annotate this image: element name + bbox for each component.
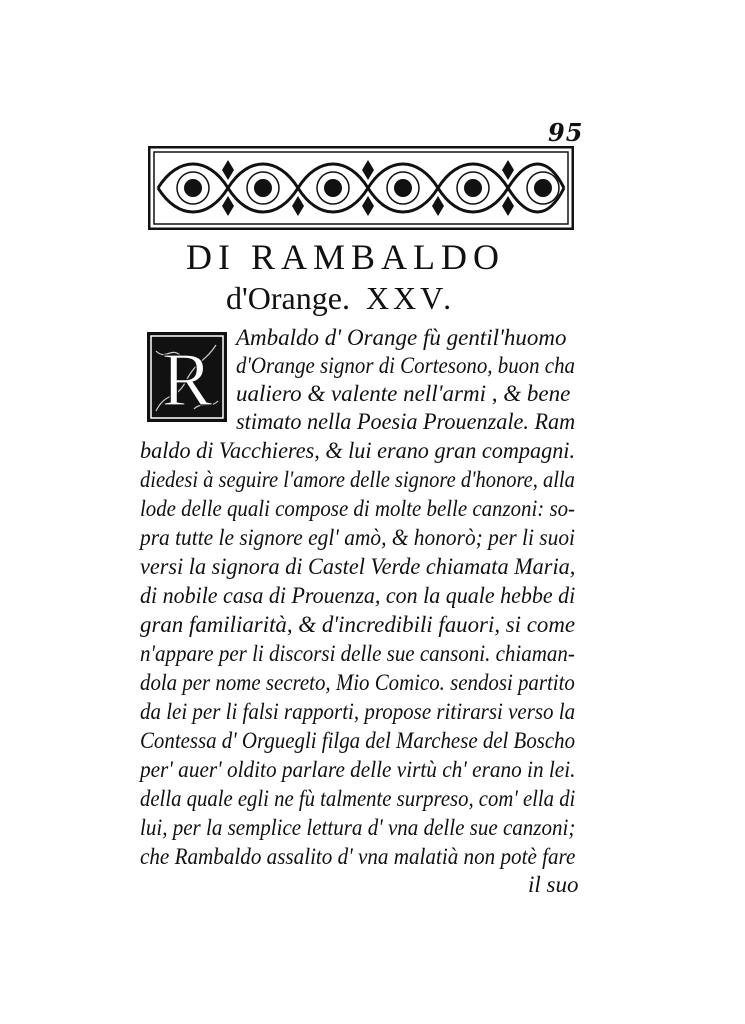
text-line: per' auer' oldito parlare delle virtù ch' erano in lei. [140,757,576,782]
chapter-title: DI RAMBALDO [186,237,506,277]
text-line: baldo di Vacchieres, & lui erano gran compagni. [140,438,576,463]
dropcap-initial [146,331,228,423]
text-line: che Rambaldo assalito d' vna malatià non potè fare [140,844,576,869]
text-line: d'Orange signor di Cortesono, buon cha [236,353,575,378]
text-line: dola per nome secreto, Mio Comico. sendosi partito [140,670,575,695]
text-line: della quale egli ne fù talmente surpreso, com' ella di [140,786,576,811]
text-line: Ambaldo d' Orange fù gentil'huomo [236,325,567,350]
text-line: ualiero & valente nell'armi , & bene [236,381,571,406]
text-line: diedesi à seguire l'amore delle signore d'honore, alla [140,467,575,492]
text-line: da lei per li falsi rapporti, propose ritirarsi verso la [140,699,576,724]
text-line: lui, per la semplice lettura d' vna delle sue canzoni; [140,815,576,840]
text-line: lode delle quali compose di molte belle canzoni: so- [140,496,575,521]
text-line: Contessa d' Orguegli filga del Marchese del Boscho [140,728,576,753]
text-line: di nobile casa di Prouenza, con la quale hebbe di [140,583,576,608]
text-line: n'appare per li discorsi delle sue cansoni. chiaman- [140,641,575,666]
chapter-subtitle [226,280,455,317]
ornament-headpiece [148,146,574,230]
text-line: versi la signora di Castel Verde chiamata Maria, [140,554,576,579]
catchword: il suo [528,872,579,897]
text-line: gran familiarità, & d'incredibili fauori, si come [140,612,576,637]
chapter-subtitle-name: d'Orange. [226,280,350,316]
page-number: 95 [548,118,584,147]
text-line: stimato nella Poesia Prouenzale. Ram [236,409,576,434]
chapter-number: XXV. [365,280,456,316]
dropcap-letter: R [161,338,213,422]
text-line: pra tutte le signore egl' amò, & honorò; per li suoi [140,525,575,550]
